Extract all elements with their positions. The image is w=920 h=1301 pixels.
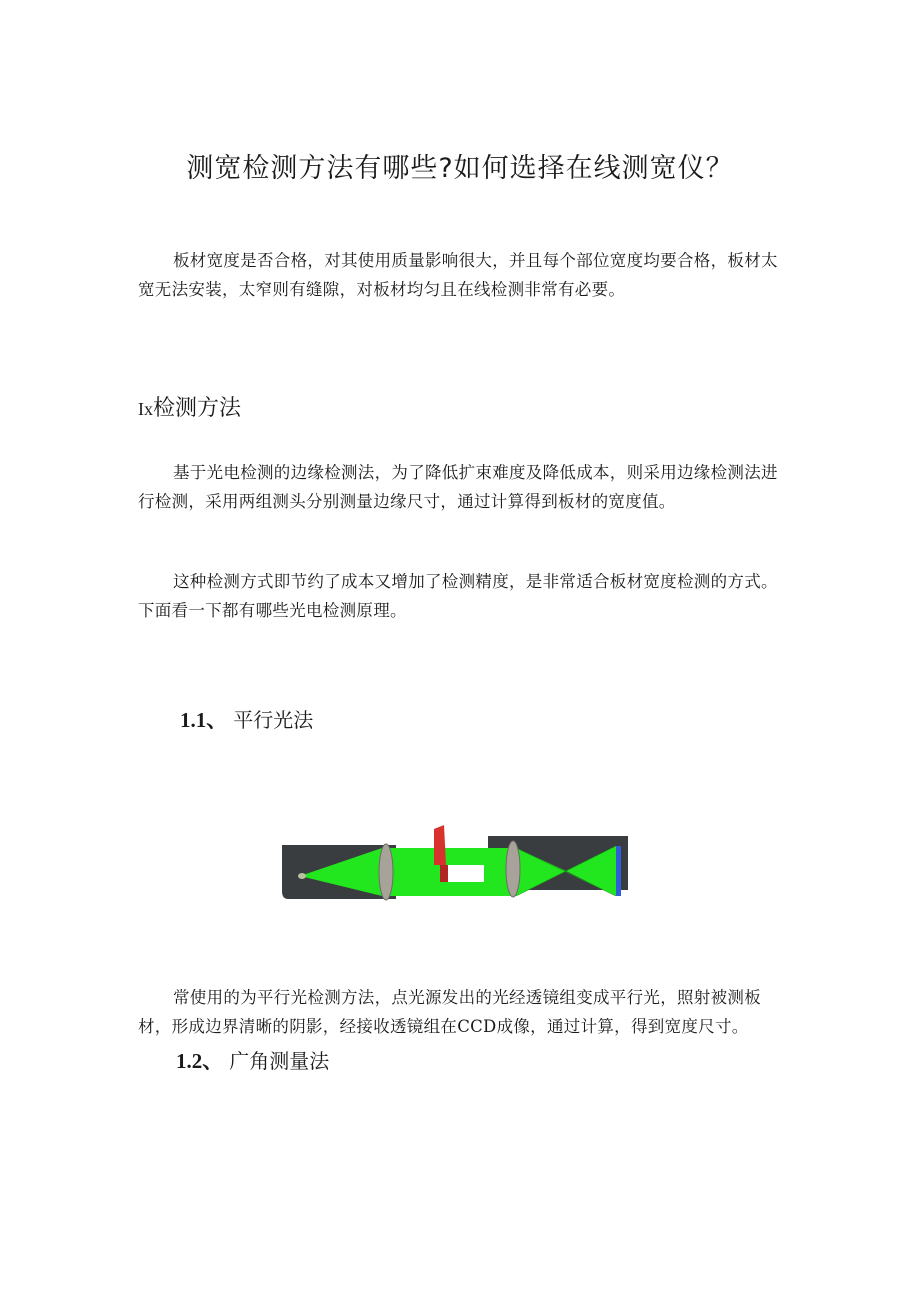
section-paragraph-2-text: 这种检测方式即节约了成本又增加了检测精度，是非常适合板材宽度检测的方式。下面看一下都有哪些光电检测原理。 [138,572,778,620]
ccd-sensor [616,846,621,896]
parallel-light-diagram-svg [276,819,632,905]
subsection-description [138,983,786,1041]
section-number: Ix [138,399,153,419]
section-paragraph-1-text: 基于光电检测的边缘检测法，为了降低扩束难度及降低成本，则采用边缘检测法进行检测，采用两组测头分别测量边缘尺寸，通过计算得到板材的宽度值。 [138,463,778,511]
collimating-lens [379,844,393,900]
section-title: 检测方法 [153,396,242,421]
parallel-light-diagram [276,819,632,905]
subsection-heading-1 [180,704,313,734]
subsection-heading-2 [176,1045,329,1075]
section-paragraph-1 [138,458,786,516]
parallel-beam-bottom-strip [446,882,484,896]
receiving-lens [506,841,520,897]
section-heading [138,391,241,422]
subsection-number-2: 1.2、 [176,1049,224,1073]
parallel-beam-upper [382,848,516,865]
section-paragraph-2 [138,567,786,625]
subsection-title-2: 广角测量法 [229,1049,330,1073]
shadow-gap [446,865,484,882]
intro-paragraph [138,246,786,304]
page-title: 测宽检测方法有哪些?如何选择在线测宽仪？ [186,153,734,184]
intro-text: 板材宽度是否合格，对其使用质量影响很大，并且每个部位宽度均要合格，板材太宽无法安装，太窄则有缝隙，对板材均匀且在线检测非常有必要。 [138,251,778,299]
measured-plate [434,825,446,865]
subsection-description-text: 常使用的为平行光检测方法，点光源发出的光经透镜组变成平行光，照射被测板材，形成边界清晰的阴影，经接收透镜组在CCD成像，通过计算，得到宽度尺寸。 [138,988,761,1036]
subsection-title: 平行光法 [233,708,314,732]
point-light-source [298,873,306,879]
measured-plate-base [440,865,448,882]
subsection-number: 1.1、 [180,708,228,732]
